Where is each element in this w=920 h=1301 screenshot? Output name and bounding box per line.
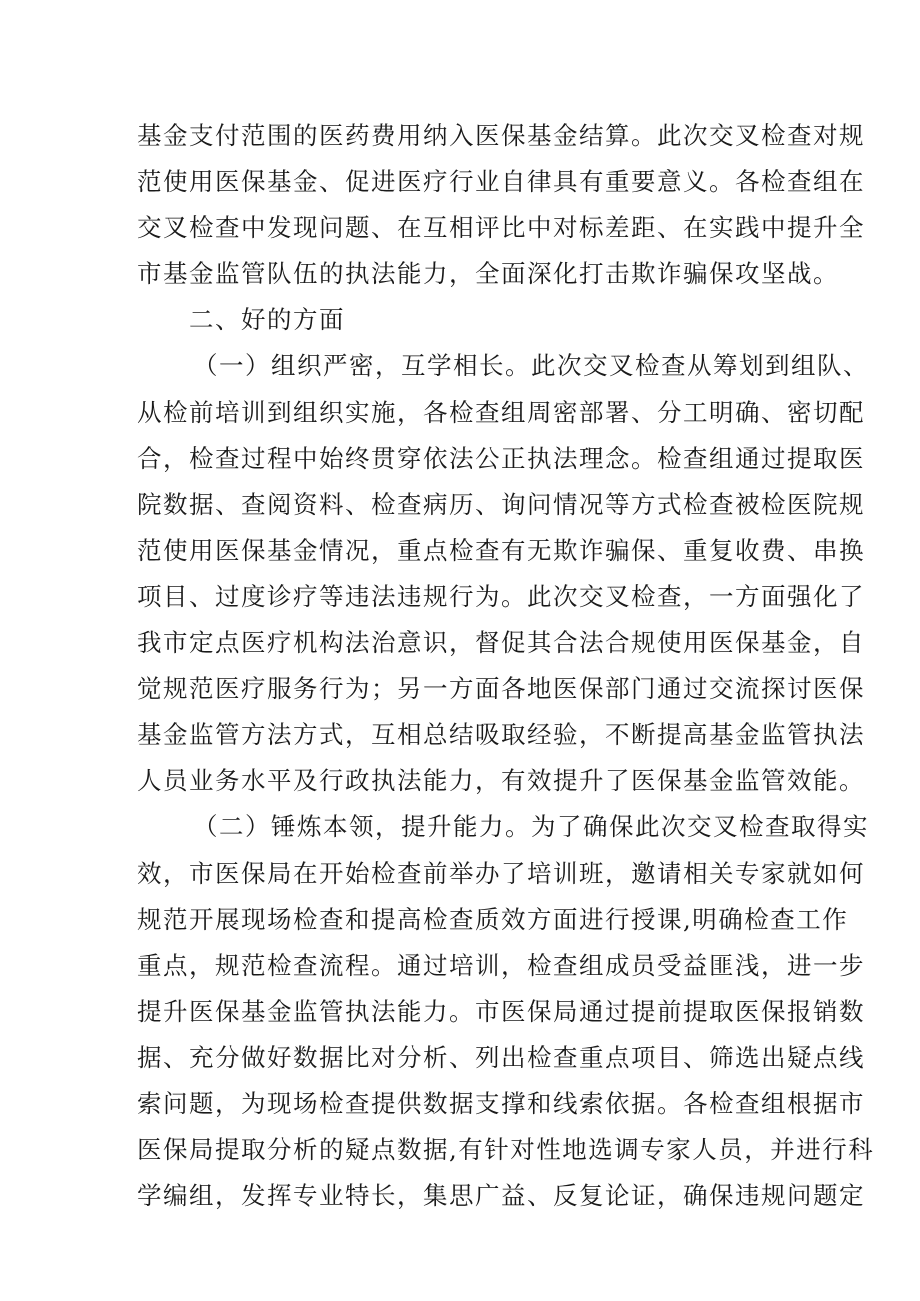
text-line: 规范开展现场检查和提高检查质效方面进行授课,明确检查工作 <box>137 904 849 934</box>
text-line: （二）锤炼本领，提升能力。为了确保此次交叉检查取得实 <box>193 812 869 842</box>
text-line: 人员业务水平及行政执法能力，有效提升了医保基金监管效能。 <box>137 766 865 796</box>
text-line: 交叉检查中发现问题、在互相评比中对标差距、在实践中提升全 <box>137 213 865 243</box>
text-line: 觉规范医疗服务行为；另一方面各地医保部门通过交流探讨医保 <box>137 674 865 704</box>
text-line: 市基金监管队伍的执法能力，全面深化打击欺诈骗保攻坚战。 <box>137 259 839 289</box>
body-text <box>137 113 875 1219</box>
text-line: 合，检查过程中始终贯穿依法公正执法理念。检查组通过提取医 <box>137 443 865 473</box>
text-line: 医保局提取分析的疑点数据,有针对性地选调专家人员，并进行科 <box>137 1135 875 1165</box>
text-line: 学编组，发挥专业特长，集思广益、反复论证，确保违规问题定 <box>137 1181 865 1211</box>
text-line: （一）组织严密，互学相长。此次交叉检查从筹划到组队、 <box>193 351 869 381</box>
text-line: 提升医保基金监管执法能力。市医保局通过提前提取医保报销数 <box>137 996 865 1026</box>
text-line: 据、充分做好数据比对分析、列出检查重点项目、筛选出疑点线 <box>137 1042 865 1072</box>
text-line: 范使用医保基金、促进医疗行业自律具有重要意义。各检查组在 <box>137 167 865 197</box>
text-line: 我市定点医疗机构法治意识，督促其合法合规使用医保基金，自 <box>137 628 865 658</box>
text-line: 基金支付范围的医药费用纳入医保基金结算。此次交叉检查对规 <box>137 121 865 150</box>
text-line: 院数据、查阅资料、检查病历、询问情况等方式检查被检医院规 <box>137 489 865 519</box>
text-line: 重点，规范检查流程。通过培训，检查组成员受益匪浅，进一步 <box>137 950 865 980</box>
section-heading: 二、好的方面 <box>189 305 345 335</box>
text-line: 项目、过度诊疗等违法违规行为。此次交叉检查，一方面强化了 <box>137 581 865 611</box>
text-line: 基金监管方法方式，互相总结吸取经验，不断提高基金监管执法 <box>137 720 865 750</box>
text-line: 效，市医保局在开始检查前举办了培训班，邀请相关专家就如何 <box>137 858 865 888</box>
text-line: 范使用医保基金情况，重点检查有无欺诈骗保、重复收费、串换 <box>137 535 865 565</box>
text-line: 从检前培训到组织实施，各检查组周密部署、分工明确、密切配 <box>137 397 865 427</box>
text-line: 索问题，为现场检查提供数据支撑和线索依据。各检查组根据市 <box>137 1088 865 1118</box>
